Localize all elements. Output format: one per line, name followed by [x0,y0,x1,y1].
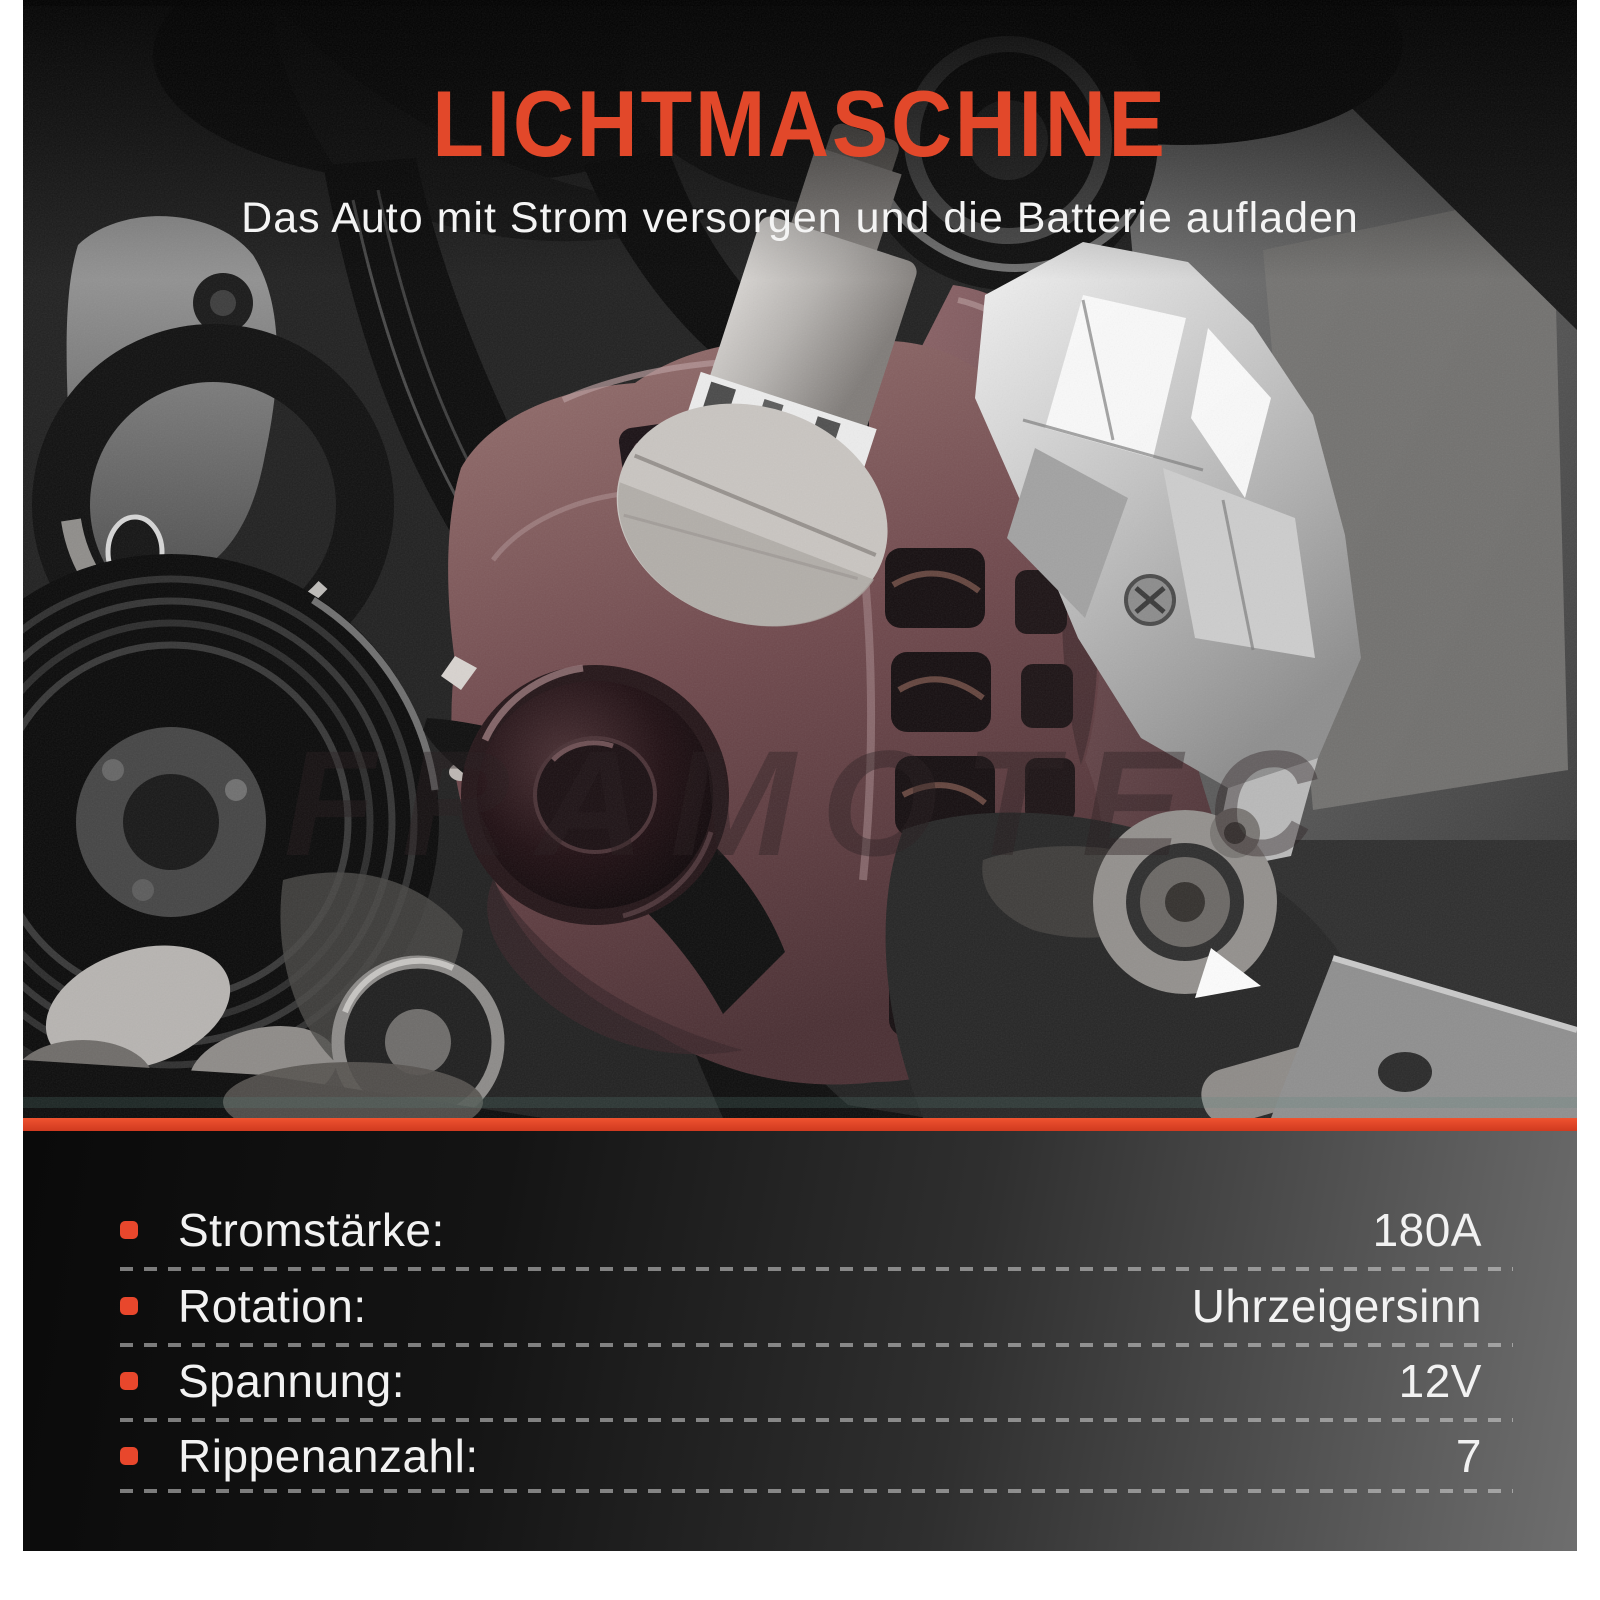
bullet-icon [120,1372,138,1390]
content-area [23,0,1577,1551]
spec-label: Spannung: [178,1355,406,1407]
row-divider [120,1489,1513,1493]
bullet-icon [120,1447,138,1465]
page-subtitle: Das Auto mit Strom versorgen und die Batterie aufladen [241,194,1359,242]
spec-value: 12V [1398,1355,1482,1407]
spec-row-spannung [120,1344,1513,1418]
spec-label: Stromstärke: [178,1204,445,1256]
spec-value: 180A [1372,1204,1482,1256]
page-title: LICHTMASCHINE [432,71,1168,176]
spec-row-rippenanzahl [120,1419,1513,1493]
spec-value: Uhrzeigersinn [1191,1280,1482,1332]
spec-label: Rotation: [178,1280,367,1332]
spec-row-stromstaerke [120,1193,1513,1267]
bullet-icon [120,1221,138,1239]
accent-divider-bar [23,1118,1577,1131]
specs-panel [23,1131,1577,1551]
product-photo [23,0,1577,1118]
spec-row-rotation [120,1269,1513,1343]
spec-value: 7 [1455,1430,1482,1482]
spec-label: Rippenanzahl: [178,1430,479,1482]
watermark-text: FRAMOTEC [284,719,1342,887]
bullet-icon [120,1297,138,1315]
